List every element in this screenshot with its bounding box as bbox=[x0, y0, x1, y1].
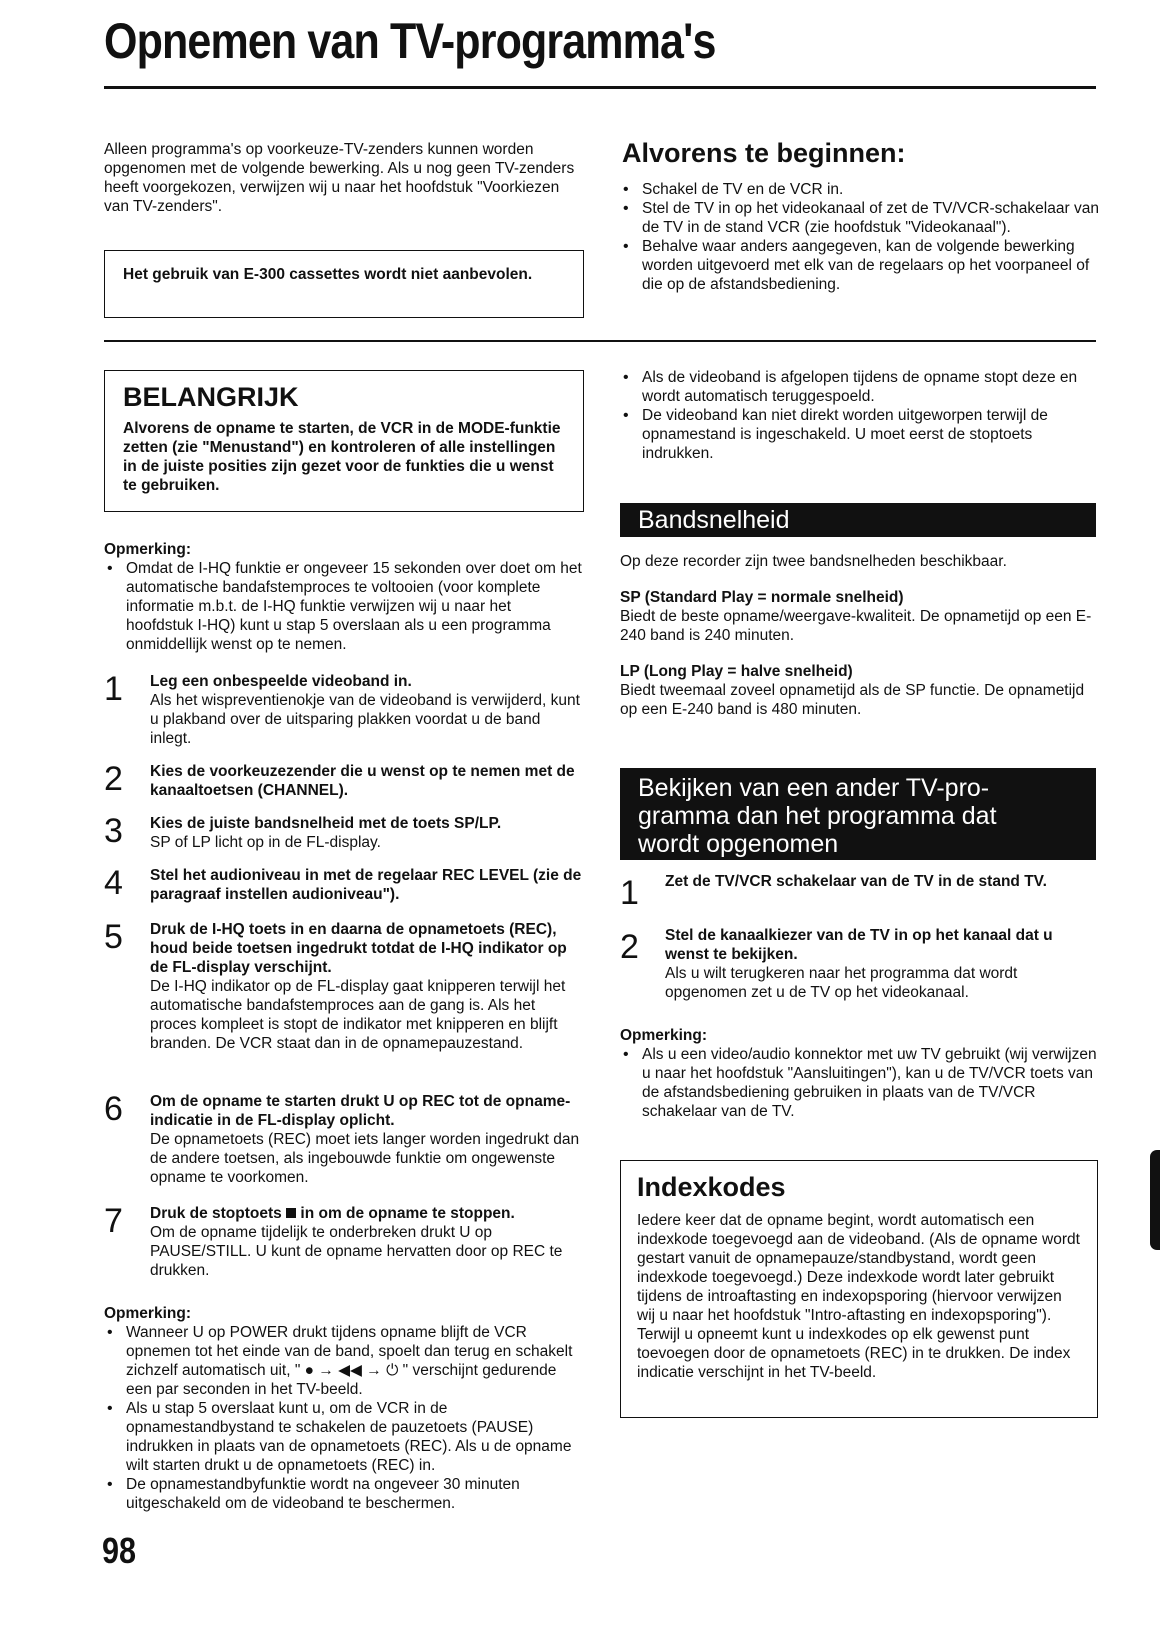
intro-text: Alleen programma's op voorkeuze-TV-zenders kunnen worden opgenomen met de volgende bewerking. Als u nog geen TV-zenders heeft voorgekozen, verwijzen wij u naar het hoofdstuk "Voorkiezen van TV-zenders". bbox=[104, 141, 575, 215]
lp-heading: LP (Long Play = halve snelheid) bbox=[620, 663, 853, 680]
step-heading: Zet de TV/VCR schakelaar van de TV in de stand TV. bbox=[665, 873, 1047, 890]
step-heading bbox=[150, 1204, 584, 1223]
step-4 bbox=[104, 866, 584, 904]
step-5 bbox=[104, 920, 584, 1053]
before-heading: Alvorens te beginnen: bbox=[622, 138, 906, 168]
watch-step-1 bbox=[620, 872, 1100, 912]
list-item: • Als de videoband is afgelopen tijdens de opname stopt deze en wordt automatisch teruggespoeld. bbox=[620, 368, 1100, 406]
note-1 bbox=[104, 540, 582, 654]
important-heading: BELANGRIJK bbox=[123, 382, 299, 412]
binder-mark bbox=[1150, 1150, 1160, 1250]
sp-heading: SP (Standard Play = normale snelheid) bbox=[620, 589, 904, 606]
step-7 bbox=[104, 1204, 584, 1280]
step-2 bbox=[104, 762, 584, 800]
step-heading-after: in om de opname te stoppen. bbox=[300, 1205, 515, 1222]
step-heading: Stel het audioniveau in met de regelaar REC LEVEL (zie de paragraaf instellen audioniveau"). bbox=[150, 867, 582, 903]
list-item: • Behalve waar anders aangegeven, kan de volgende bewerking worden uitgevoerd met elk van de regelaars op het voorpaneel of die op de afstandsbediening. bbox=[620, 237, 1100, 294]
step-heading: Kies de juiste bandsnelheid met de toets SP/LP. bbox=[150, 815, 502, 832]
watch-heading-bar bbox=[620, 768, 1096, 860]
step-heading: Druk de I-HQ toets in en daarna de opnametoets (REC), houd beide toetsen ingedrukt totdat de I-HQ indikator op de FL-display verschijnt. bbox=[150, 921, 567, 976]
step-3 bbox=[104, 814, 584, 852]
watch-heading-line: gramma dan het programma dat bbox=[638, 802, 997, 830]
step-number: 1 bbox=[620, 874, 639, 912]
step-number: 4 bbox=[104, 864, 123, 902]
watch-note bbox=[620, 1026, 1100, 1121]
note-label: Opmerking: bbox=[104, 1305, 191, 1322]
step-number: 6 bbox=[104, 1090, 123, 1128]
step-number: 2 bbox=[104, 760, 123, 798]
step-heading: Kies de voorkeuzezender die u wenst op te nemen met de kanaaltoetsen (CHANNEL). bbox=[150, 763, 575, 799]
step-heading: Leg een onbespeelde videoband in. bbox=[150, 673, 412, 690]
step-6 bbox=[104, 1092, 584, 1187]
page-number: 98 bbox=[102, 1530, 137, 1571]
speed-heading: Bandsnelheid bbox=[638, 506, 790, 534]
step-number: 7 bbox=[104, 1202, 123, 1240]
list-item: • De videoband kan niet direkt worden uitgeworpen terwijl de opnamestand is ingeschakeld. U moet eerst de stoptoets indrukken. bbox=[620, 406, 1100, 463]
index-box bbox=[620, 1160, 1098, 1418]
lp-body: Biedt tweemaal zoveel opnametijd als de SP functie. De opnametijd op een E-240 band is 480 minuten. bbox=[620, 682, 1085, 718]
list-item: • Als u een video/audio konnektor met uw TV gebruikt (wij verwijzen u naar het hoofdstuk "Aansluitingen"), kan u de TV/VCR toets van de afstandsbediening gebruiken in plaats van de TV/VCR schakelaar van de TV. bbox=[620, 1045, 1100, 1121]
page-title: Opnemen van TV-programma's bbox=[104, 13, 716, 69]
step-heading-before: Druk de stoptoets bbox=[150, 1205, 282, 1222]
speed-section bbox=[620, 552, 1100, 719]
step-body: SP of LP licht op in de FL-display. bbox=[150, 834, 381, 851]
list-item: • De opnamestandbyfunktie wordt na ongeveer 30 minuten uitgeschakeld om de videoband te beschermen. bbox=[104, 1475, 582, 1513]
before-list bbox=[620, 180, 1100, 294]
sp-body: Biedt de beste opname/weergave-kwaliteit. De opnametijd op een E-240 band is 240 minuten. bbox=[620, 608, 1092, 644]
important-text: Alvorens de opname te starten, de VCR in de MODE-funktie zetten (zie "Menustand") en kontroleren of alle instellingen in de juiste posities zijn gezet voor de funkties die u wenst te gebruiken. bbox=[123, 420, 561, 494]
index-text: Iedere keer dat de opname begint, wordt automatisch een indexkode toegevoegd aan de videoband. (Als de opname wordt gestart vanuit de opnamepauze/standbystand, wordt geen indexkode toegevoegd.) Deze indexkode wordt later gebruikt tijdens de introaftasting en indexopsporing (hiervoor verwijzen wij u naar het hoofdstuk "Intro-aftasting en indexopsporing"). Terwijl u opneemt kunt u indexkodes op elk gewenst punt toevoegen door de opnametoets (REC) in te drukken. De index indicatie verschijnt in het TV-beeld. bbox=[637, 1212, 1080, 1381]
list-item: • Stel de TV in op het videokanaal of zet de TV/VCR-schakelaar van de TV in de stand VCR (zie hoofdstuk "Videokanaal"). bbox=[620, 199, 1100, 237]
step-number: 2 bbox=[620, 928, 639, 966]
notice-box bbox=[104, 250, 584, 318]
watch-step-2 bbox=[620, 926, 1100, 1002]
step-1 bbox=[104, 672, 584, 748]
step-body: Als u wilt terugkeren naar het programma dat wordt opgenomen zet u de TV op het videokanaal. bbox=[665, 965, 1018, 1001]
step-body: De opnametoets (REC) moet iets langer worden ingedrukt dan de andere toetsen, als ingebouwde funktie om ongewenste opname te voorkomen. bbox=[150, 1131, 580, 1186]
note-label: Opmerking: bbox=[104, 541, 191, 558]
step-number: 1 bbox=[104, 670, 123, 708]
list-item: • Wanneer U op POWER drukt tijdens opname blijft de VCR opnemen tot het einde van de band, spoelt dan terug en schakelt zichzelf automatisch uit, " ● → ◀◀ → ⏻ " verschijnt gedurende een par seconden in het TV-beeld. bbox=[104, 1323, 582, 1399]
watch-heading-line: Bekijken van een ander TV-pro- bbox=[638, 774, 990, 802]
note-2 bbox=[104, 1304, 582, 1513]
step-heading: Stel de kanaalkiezer van de TV in op het kanaal dat u wenst te bekijken. bbox=[665, 927, 1053, 963]
section-rule bbox=[104, 340, 1096, 342]
step-body: Om de opname tijdelijk te onderbreken drukt U op PAUSE/STILL. U kunt de opname hervatten door op REC te drukken. bbox=[150, 1224, 563, 1279]
list-item: • Als u stap 5 overslaat kunt u, om de VCR in de opnamestandbystand te schakelen de pauzetoets (PAUSE) indrukken in plaats van de opnametoets (REC). Als u de opname wilt starten drukt u de opnametoets (REC) in. bbox=[104, 1399, 582, 1475]
list-item: • Schakel de TV en de VCR in. bbox=[620, 180, 1100, 199]
step-number: 5 bbox=[104, 918, 123, 956]
step-number: 3 bbox=[104, 812, 123, 850]
step-body: Als het wispreventienokje van de videoband is verwijderd, kunt u plakband over de uitsparing plakken voordat u de band inlegt. bbox=[150, 692, 580, 747]
stop-square-icon bbox=[286, 1208, 296, 1218]
title-rule bbox=[104, 86, 1096, 89]
speed-intro: Op deze recorder zijn twee bandsnelheden beschikbaar. bbox=[620, 553, 1007, 570]
speed-heading-bar bbox=[620, 503, 1096, 537]
right-bullets bbox=[620, 368, 1100, 463]
notice-text: Het gebruik van E-300 cassettes wordt niet aanbevolen. bbox=[123, 266, 533, 283]
watch-heading-line: wordt opgenomen bbox=[638, 830, 839, 858]
step-body: De I-HQ indikator op de FL-display gaat knipperen terwijl het automatische bandafstemproces aan de gang is. Als het proces kompleet is stopt de indikator met knipperen en blijft branden. De VCR staat dan in de opnamepauzestand. bbox=[150, 978, 566, 1052]
note-label: Opmerking: bbox=[620, 1027, 707, 1044]
index-heading: Indexkodes bbox=[637, 1172, 786, 1202]
step-heading: Om de opname te starten drukt U op REC tot de opname-indicatie in de FL-display oplicht. bbox=[150, 1093, 571, 1129]
important-box bbox=[104, 370, 584, 512]
list-item: • Omdat de I-HQ funktie er ongeveer 15 sekonden over doet om het automatische bandafstemproces te voltooien (voor komplete informatie m.b.t. de I-HQ funktie verwijzen wij u naar het hoofdstuk I-HQ) kunt u stap 5 overslaan als u een programma onmiddellijk wenst op te nemen. bbox=[104, 559, 582, 654]
